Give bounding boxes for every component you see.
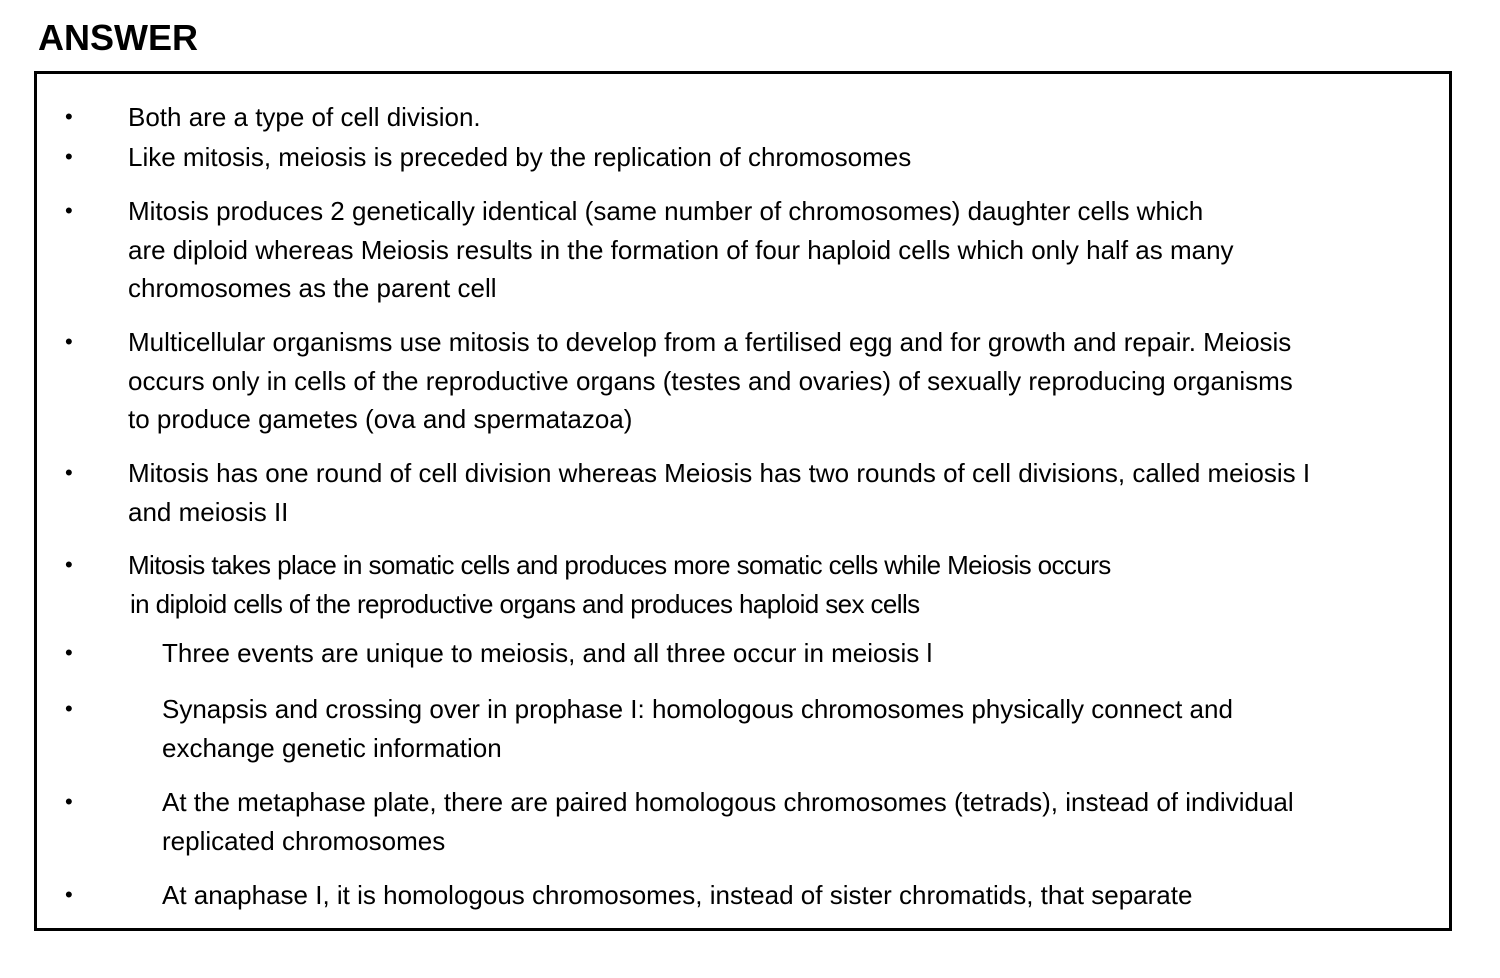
text-line: are diploid whereas Meiosis results in the formation of four haploid cells which only half as many (128, 234, 1234, 265)
bullet-icon: • (65, 198, 73, 223)
text-line: chromosomes as the parent cell (128, 273, 497, 303)
text-line: in diploid cells of the reproductive organs and produces haploid sex cells (130, 588, 920, 619)
list-item-text (128, 192, 1234, 308)
text-line: Synapsis and crossing over in prophase I: homologous chromosomes physically connect and (162, 694, 1233, 724)
list-item-text (128, 546, 1111, 623)
text-line: Mitosis takes place in somatic cells and produces more somatic cells while Meiosis occurs (128, 550, 1111, 580)
text-line: Three events are unique to meiosis, and all three occur in meiosis l (162, 638, 933, 668)
list-item-text (128, 138, 911, 177)
list-item-text (128, 98, 481, 137)
text-line: exchange genetic information (162, 732, 502, 763)
list-item-text (162, 690, 1233, 767)
list-item-text (128, 323, 1293, 439)
bullet-icon: • (65, 789, 73, 814)
list-item-text (162, 876, 1192, 915)
bullet-icon: • (65, 460, 73, 485)
text-line: occurs only in cells of the reproductive organs (testes and ovaries) of sexually reproducing organisms (128, 365, 1293, 396)
text-line: Both are a type of cell division. (128, 102, 481, 132)
bullet-icon: • (65, 640, 73, 665)
list-item-text (162, 783, 1294, 860)
text-line: At the metaphase plate, there are paired homologous chromosomes (tetrads), instead of individual (162, 787, 1294, 817)
bullet-icon: • (65, 882, 73, 907)
list-item-text (162, 634, 932, 673)
bullet-icon: • (65, 696, 73, 721)
text-line: Mitosis produces 2 genetically identical (same number of chromosomes) daughter cells which (128, 196, 1204, 226)
text-line: replicated chromosomes (162, 825, 446, 856)
bullet-icon: • (65, 104, 73, 129)
bullet-icon: • (65, 329, 73, 354)
page-title: ANSWER (38, 17, 198, 58)
text-line: At anaphase I, it is homologous chromosomes, instead of sister chromatids, that separate (162, 880, 1193, 910)
text-line: to produce gametes (ova and spermatazoa) (128, 404, 633, 434)
text-line: Mitosis has one round of cell division whereas Meiosis has two rounds of cell divisions, called meiosis I (128, 458, 1311, 488)
answer-box (34, 71, 1452, 931)
bullet-icon: • (65, 552, 73, 577)
list-item-text (128, 454, 1310, 531)
text-line: Like mitosis, meiosis is preceded by the replication of chromosomes (128, 142, 912, 172)
text-line: Multicellular organisms use mitosis to develop from a fertilised egg and for growth and repair. Meiosis (128, 327, 1292, 357)
bullet-icon: • (65, 144, 73, 169)
text-line: and meiosis II (128, 496, 289, 527)
